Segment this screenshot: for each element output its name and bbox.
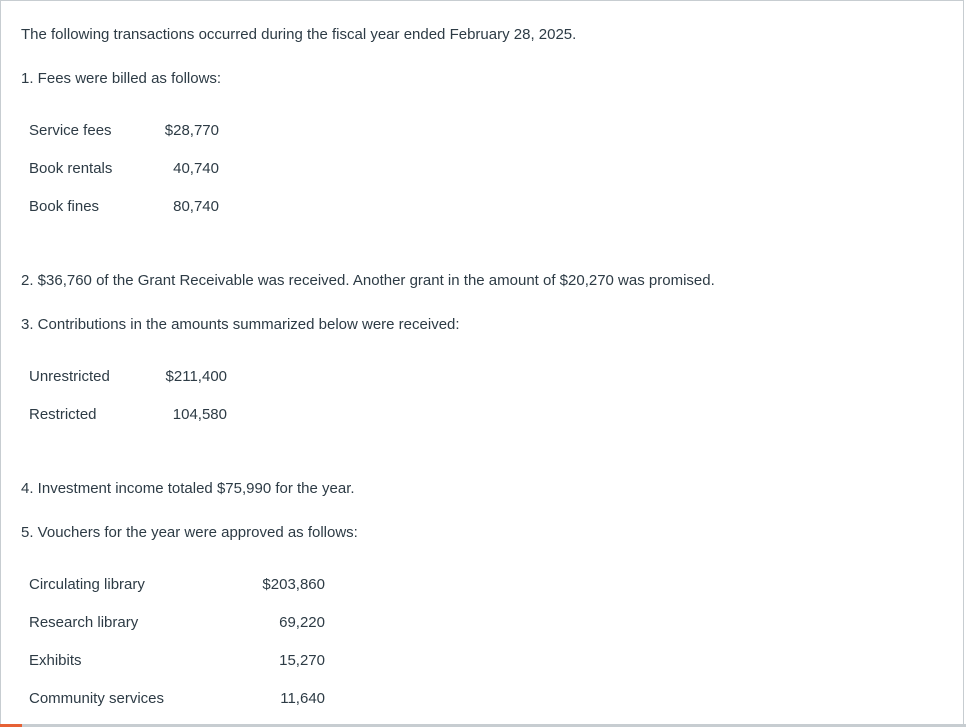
item-2-number: 2. (21, 272, 34, 289)
item-5-description: Vouchers for the year were approved as follows: (33, 524, 358, 541)
voucher-value-circulating-library: $203,860 (262, 575, 325, 593)
fee-value-book-rentals: 40,740 (173, 159, 219, 177)
fee-label-book-fines: Book fines (29, 197, 100, 215)
item-1-description: Fees were billed as follows: (33, 70, 222, 87)
fee-value-service-fees: $28,770 (164, 121, 219, 139)
item-5-text (21, 524, 358, 542)
voucher-label-circulating-library: Circulating library (29, 575, 145, 593)
voucher-value-community-services: 11,640 (280, 689, 325, 707)
item-3-description: Contributions in the amounts summarized below were received: (33, 316, 460, 333)
item-5-number: 5. (21, 524, 34, 541)
item-2-text (21, 272, 715, 290)
table-row (21, 357, 235, 395)
voucher-value-research-library: 69,220 (279, 613, 325, 631)
fee-value-book-fines: 80,740 (173, 197, 219, 215)
table-row (21, 187, 227, 225)
table-row (21, 395, 235, 433)
item-4-number: 4. (21, 480, 34, 497)
fees-table (21, 111, 227, 225)
vouchers-table (21, 565, 333, 717)
item-2-description: $36,760 of the Grant Receivable was received. Another grant in the amount of $20,270 was promised. (33, 272, 715, 289)
contribution-value-unrestricted: $211,400 (165, 367, 227, 385)
table-row (21, 149, 227, 187)
item-4-text (21, 480, 355, 498)
item-3-number: 3. (21, 316, 34, 333)
voucher-value-exhibits: 15,270 (279, 651, 325, 669)
table-row (21, 111, 227, 149)
table-row (21, 603, 333, 641)
voucher-label-exhibits: Exhibits (29, 651, 82, 669)
voucher-label-community-services: Community services (29, 689, 165, 707)
item-1-number: 1. (21, 70, 34, 87)
item-3-text (21, 316, 460, 334)
contribution-value-restricted: 104,580 (172, 405, 227, 423)
fee-label-service-fees: Service fees (29, 121, 112, 139)
table-row (21, 679, 333, 717)
fee-label-book-rentals: Book rentals (29, 159, 113, 177)
contribution-label-unrestricted: Unrestricted (29, 367, 110, 385)
table-row (21, 641, 333, 679)
contribution-label-restricted: Restricted (29, 405, 97, 423)
item-4-description: Investment income totaled $75,990 for the year. (33, 480, 355, 497)
table-row (21, 565, 333, 603)
voucher-label-research-library: Research library (29, 613, 139, 631)
contributions-table (21, 357, 235, 433)
intro-text: The following transactions occurred during the fiscal year ended February 28, 2025. (21, 26, 577, 43)
item-1-text (21, 70, 221, 88)
